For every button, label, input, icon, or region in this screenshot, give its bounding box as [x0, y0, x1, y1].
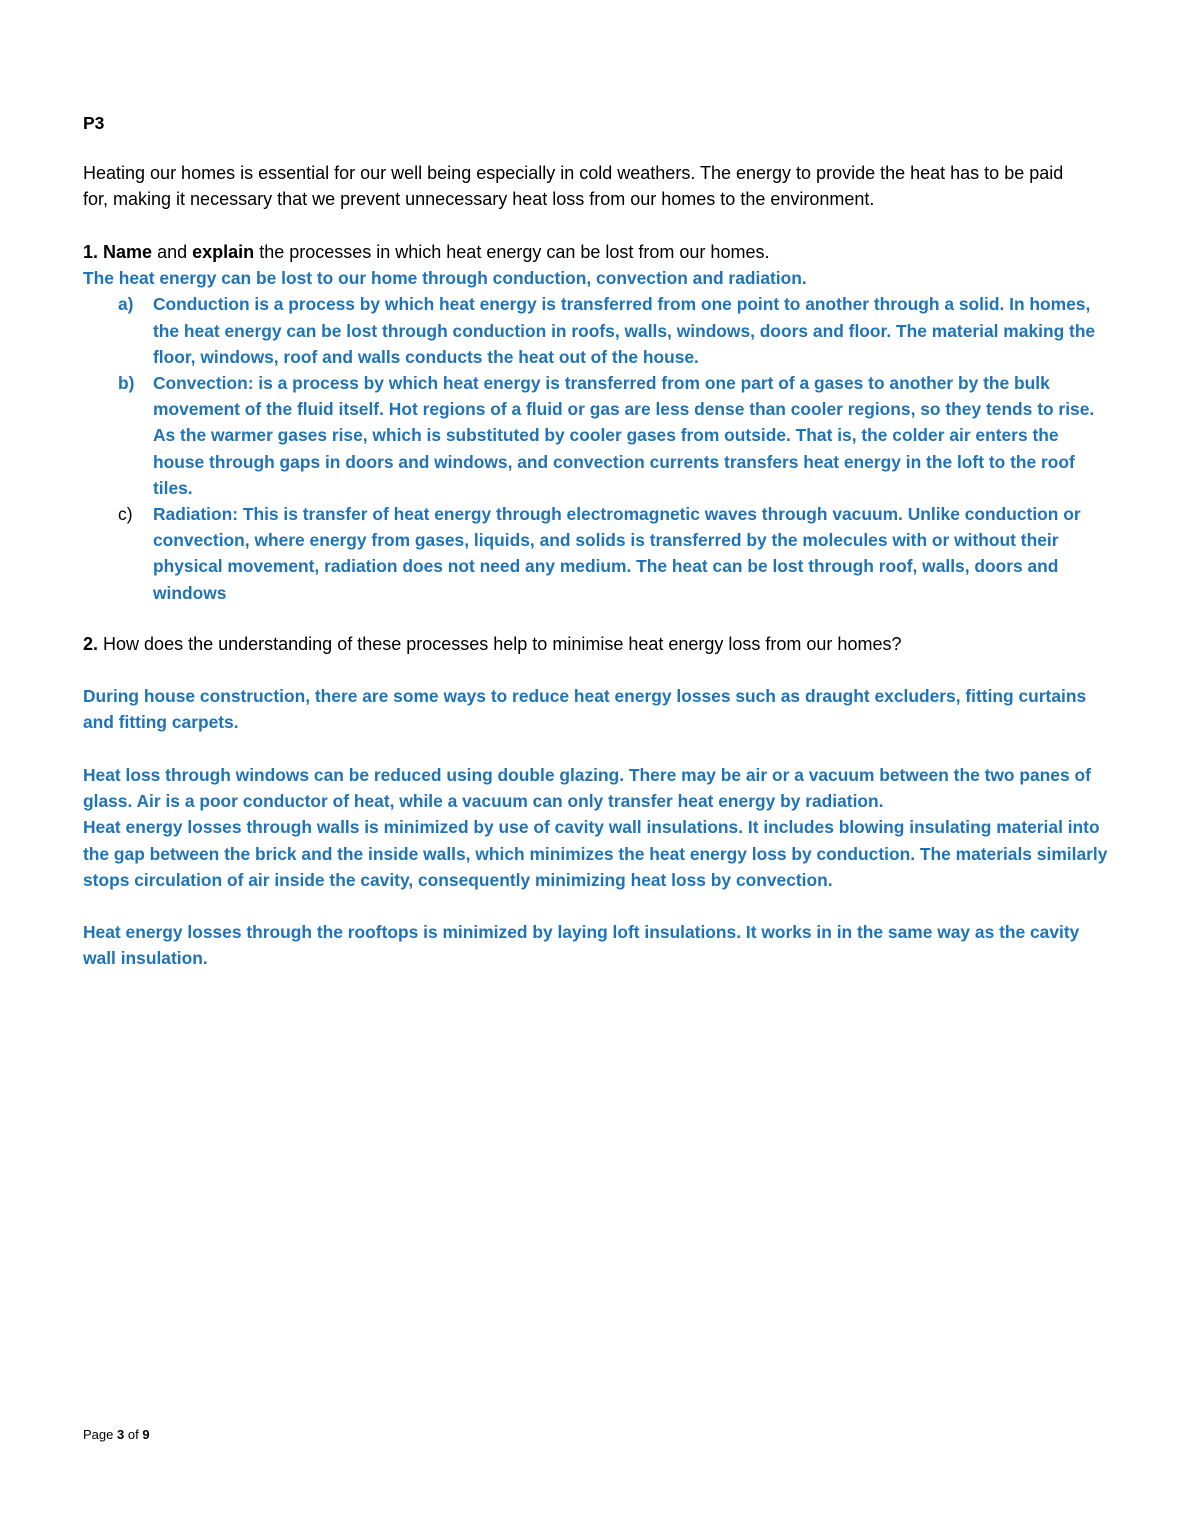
question-1-name-word: Name — [103, 242, 153, 262]
question-2 — [83, 631, 1113, 657]
question-2-text: How does the understanding of these processes help to minimise heat energy loss from our homes? — [103, 634, 902, 654]
list-item — [83, 370, 1113, 501]
question-1-number: 1. — [83, 242, 99, 262]
answer-2-paragraph-1: During house construction, there are some ways to reduce heat energy losses such as draught excluders, fitting curtains and fitting carpets. — [83, 686, 1087, 733]
list-item-text: Conduction is a process by which heat energy is transferred from one point to another through a solid. In homes, the heat energy can be lost through conduction in roofs, walls, windows, doors and floor. The material making the floor, windows, roof and walls conducts the heat out of the house. — [153, 294, 1096, 367]
list-item — [83, 291, 1113, 370]
question-2-number: 2. — [83, 634, 99, 654]
list-item — [83, 501, 1113, 606]
answer-2-paragraph-2 — [83, 762, 1113, 893]
footer-page-word: Page — [83, 1427, 114, 1442]
question-1-block — [83, 239, 1113, 606]
answer-1-summary: The heat energy can be lost to our home through conduction, convection and radiation. — [83, 268, 807, 289]
answer-2-walls-text: Heat energy losses through walls is minimized by use of cavity wall insulations. It includes blowing insulating material into the gap between the brick and the inside walls, which minimizes the heat energy loss by conduction. The materials similarly stops circulation of air inside the cavity, consequently minimizing heat loss by convection. — [83, 817, 1108, 890]
document-page — [83, 0, 1113, 1540]
list-item-text: Convection: is a process by which heat energy is transferred from one part of a gases to another by the bulk movement of the fluid itself. Hot regions of a fluid or gas are less dense than cooler regions, so they tends to rise. As the warmer gases rise, which is substituted by cooler gases from outside. That is, the colder air enters the house through gaps in doors and windows, and convection currents transfers heat energy in the loft to the roof tiles. — [153, 373, 1095, 498]
answer-2-paragraph-3: Heat energy losses through the rooftops is minimized by laying loft insulations. It works in in the same way as the cavity wall insulation. — [83, 922, 1080, 969]
question-1-rest: the processes in which heat energy can be lost from our homes. — [259, 242, 770, 262]
page-footer — [83, 1426, 150, 1444]
list-marker: a) — [118, 294, 134, 315]
answer-1-list — [83, 291, 1113, 605]
footer-total-pages: 9 — [142, 1427, 150, 1442]
question-1-and-word: and — [157, 242, 188, 262]
footer-of-word: of — [127, 1427, 139, 1442]
footer-current-page: 3 — [117, 1427, 125, 1442]
page-heading: P3 — [83, 113, 105, 133]
question-1-explain-word: explain — [192, 242, 255, 262]
list-marker: c) — [118, 504, 133, 525]
answer-2-windows-text: Heat loss through windows can be reduced using double glazing. There may be air or a vacuum between the two panes of glass. Air is a poor conductor of heat, while a vacuum can only transfer heat energy by radiation. — [83, 765, 1091, 812]
question-1 — [83, 239, 1113, 265]
intro-paragraph: Heating our homes is essential for our well being especially in cold weathers. The energy to provide the heat has to be paid for, making it necessary that we prevent unnecessary heat loss from our homes to the environment. — [83, 163, 1064, 210]
list-marker: b) — [118, 373, 135, 394]
list-item-text: Radiation: This is transfer of heat energy through electromagnetic waves through vacuum. Unlike conduction or convection, where energy from gases, liquids, and solids is transferred by the molecules with or without their physical movement, radiation does not need any medium. The heat can be lost through roof, walls, doors and windows — [153, 504, 1081, 603]
